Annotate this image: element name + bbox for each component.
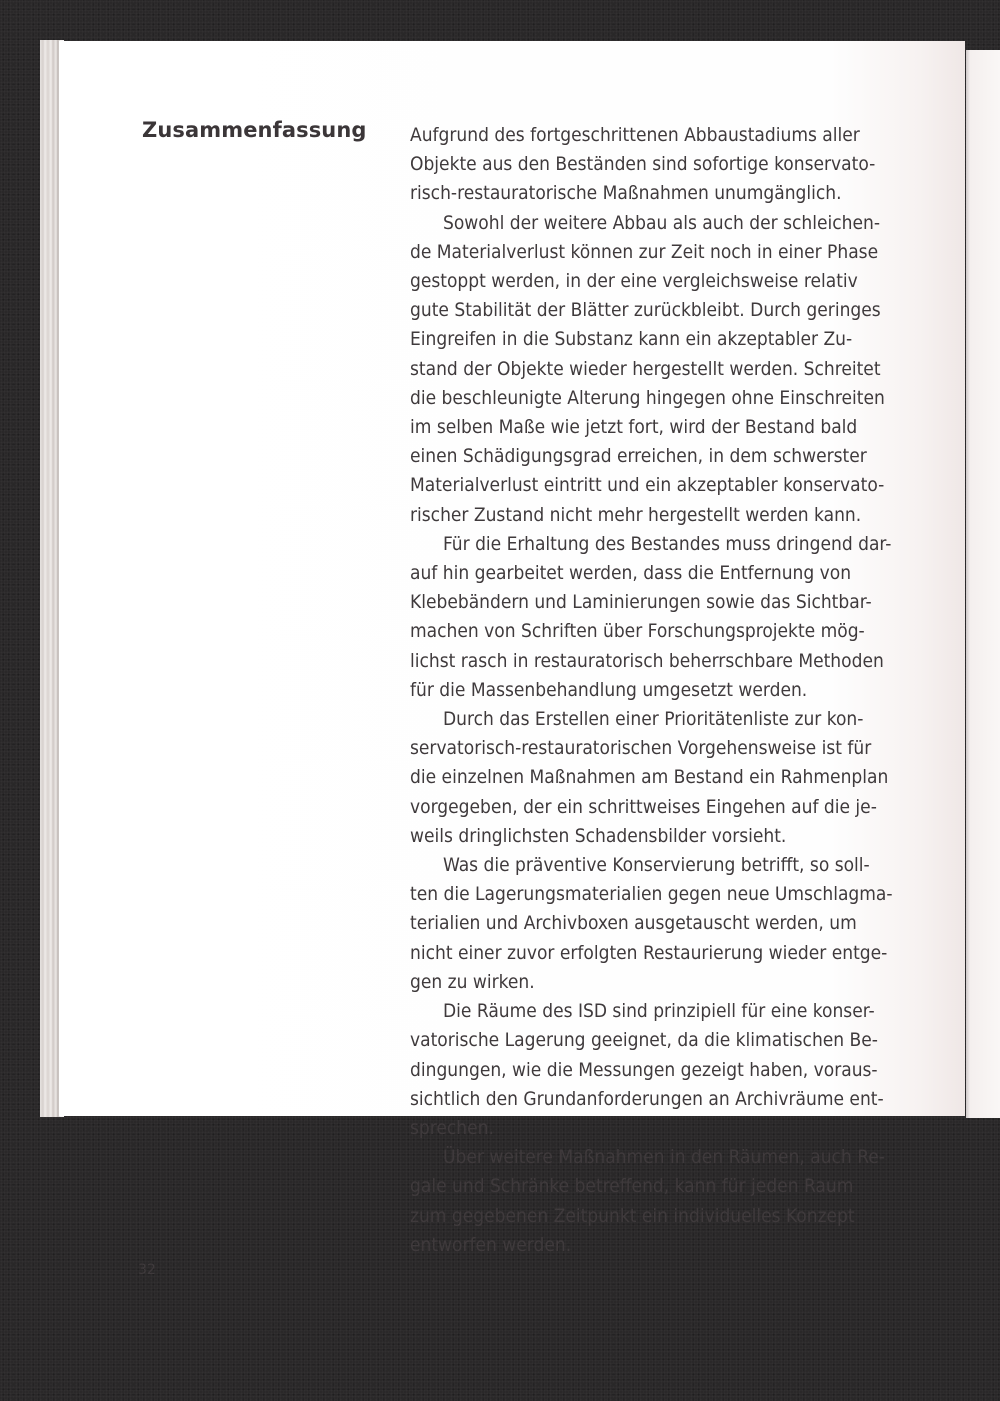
text-line: sprechen. [410, 1116, 494, 1139]
text-line: de Materialverlust können zur Zeit noch in einer Phase [410, 240, 879, 263]
text-line: gen zu wirken. [410, 970, 535, 993]
text-line: risch-restauratorische Maßnahmen unumgänglich. [410, 182, 842, 205]
text-line: für die Massenbehandlung umgesetzt werden. [410, 678, 808, 701]
text-line: rischer Zustand nicht mehr hergestellt werden kann. [410, 503, 862, 526]
text-line: terialien und Archivboxen ausgetauscht werden, um [410, 912, 857, 935]
text-line: nicht einer zuvor erfolgten Restaurierung wieder entge- [410, 941, 888, 964]
text-line: Für die Erhaltung des Bestandes muss dringend dar- [443, 532, 892, 555]
text-line: gute Stabilität der Blätter zurückbleibt. Durch geringes [410, 299, 881, 322]
text-line: die beschleunigte Alterung hingegen ohne Einschreiten [410, 386, 885, 409]
paragraph-3 [410, 530, 950, 705]
text-line: Was die präventive Konservierung betrifft, so soll- [443, 854, 870, 877]
facing-page-edge [966, 50, 1000, 1118]
paragraph-2 [410, 209, 950, 530]
text-line: sichtlich den Grundanforderungen an Archivräume ent- [410, 1087, 884, 1110]
text-line: entworfen werden. [410, 1233, 572, 1256]
body-text [410, 121, 950, 1260]
text-line: Klebebändern und Laminierungen sowie das Sichtbar- [410, 591, 872, 614]
text-line: Eingreifen in die Substanz kann ein akzeptabler Zu- [410, 328, 853, 351]
page-number: 32 [138, 1262, 156, 1278]
text-line: gale und Schränke betreffend, kann für jeden Raum [410, 1175, 854, 1198]
text-line: einen Schädigungsgrad erreichen, in dem schwerster [410, 445, 867, 468]
paragraph-1 [410, 121, 950, 209]
text-line: Objekte aus den Beständen sind sofortige konservato- [410, 153, 876, 176]
text-line: vatorische Lagerung geeignet, da die klimatischen Be- [410, 1029, 878, 1052]
text-line: zum gegebenen Zeitpunkt ein individuelles Konzept [410, 1204, 855, 1227]
text-line: im selben Maße wie jetzt fort, wird der Bestand bald [410, 416, 858, 439]
text-line: gestoppt werden, in der eine vergleichsweise relativ [410, 270, 858, 293]
text-line: machen von Schriften über Forschungsprojekte mög- [410, 620, 865, 643]
paragraph-6 [410, 997, 950, 1143]
text-line: stand der Objekte wieder hergestellt werden. Schreitet [410, 357, 881, 380]
text-line: lichst rasch in restauratorisch beherrschbare Methoden [410, 649, 884, 672]
text-line: weils dringlichsten Schadensbilder vorsieht. [410, 824, 787, 847]
text-line: dingungen, wie die Messungen gezeigt haben, voraus- [410, 1058, 878, 1081]
paragraph-4 [410, 705, 950, 851]
text-line: servatorisch-restauratorischen Vorgehensweise ist für [410, 737, 872, 760]
section-heading: Zusammenfassung [142, 118, 367, 142]
text-line: Materialverlust eintritt und ein akzeptabler konservato- [410, 474, 885, 497]
text-line: Über weitere Maßnahmen in den Räumen, auch Re- [443, 1146, 885, 1169]
text-line: die einzelnen Maßnahmen am Bestand ein Rahmenplan [410, 766, 889, 789]
text-line: ten die Lagerungsmaterialien gegen neue Umschlagma- [410, 883, 893, 906]
text-line: Sowohl der weitere Abbau als auch der schleichen- [443, 211, 881, 234]
text-line: Die Räume des ISD sind prinzipiell für eine konser- [443, 1000, 875, 1023]
text-line: auf hin gearbeitet werden, dass die Entfernung von [410, 562, 852, 585]
text-line: Aufgrund des fortgeschrittenen Abbaustadiums aller [410, 124, 860, 146]
paragraph-7 [410, 1143, 950, 1260]
paragraph-5 [410, 851, 950, 997]
text-line: vorgegeben, der ein schrittweises Eingehen auf die je- [410, 795, 877, 818]
text-line: Durch das Erstellen einer Prioritätenliste zur kon- [443, 708, 864, 731]
